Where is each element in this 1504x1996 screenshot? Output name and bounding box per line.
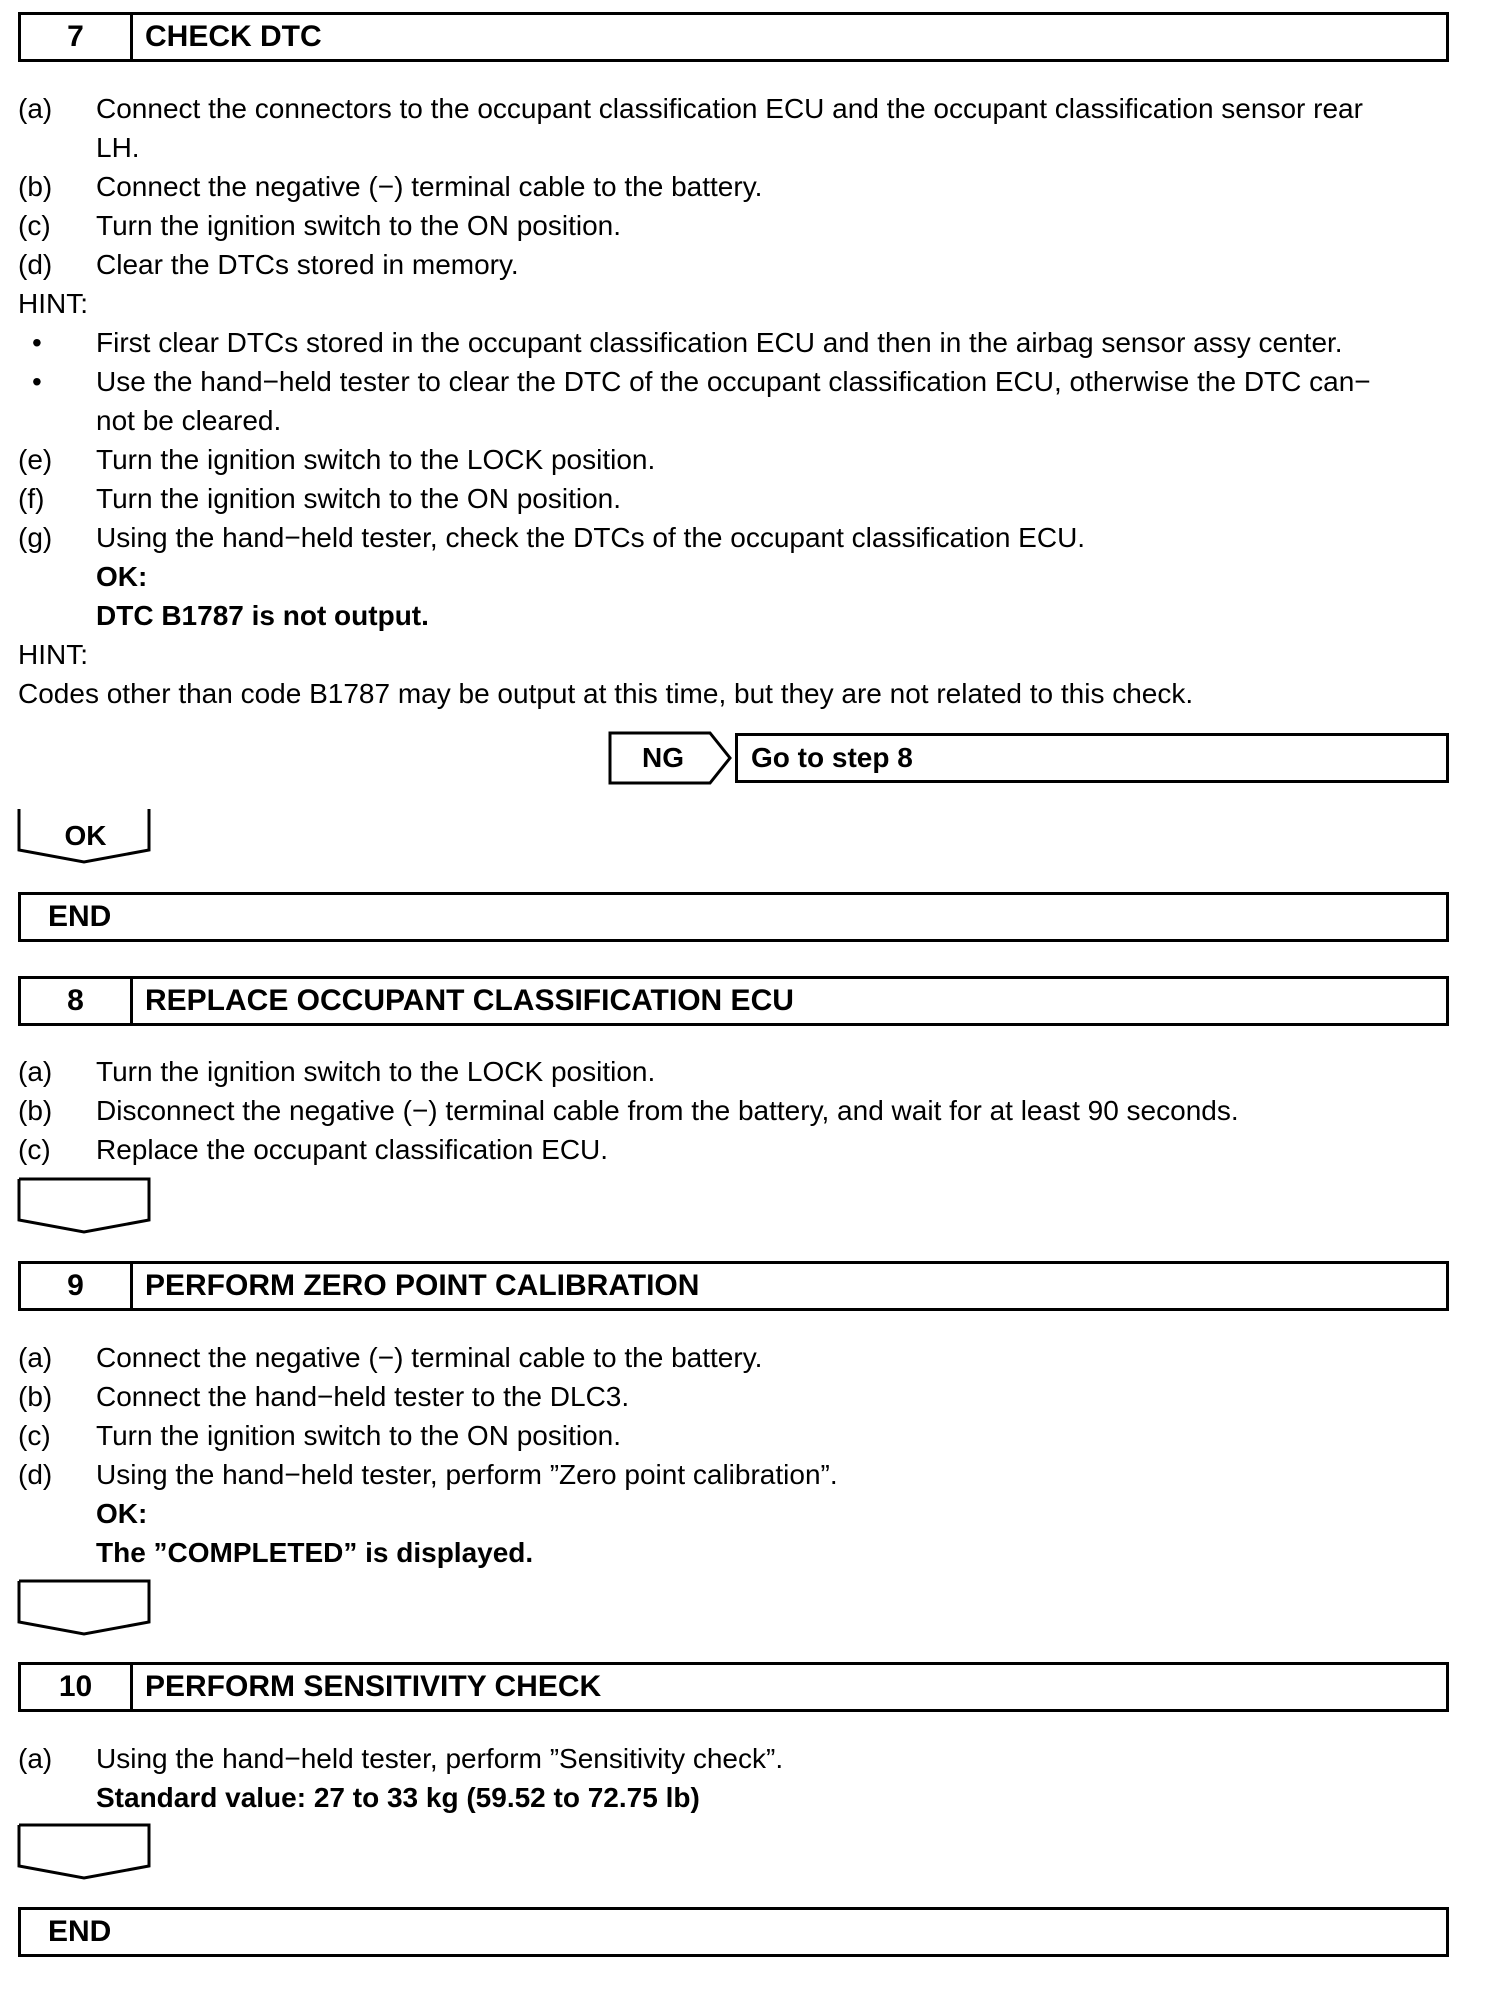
item-text: Using the hand−held tester, check the DTCs of the occupant classification ECU.	[96, 522, 1086, 553]
ng-label: NG	[642, 742, 684, 773]
bullet-icon: •	[32, 366, 42, 397]
down-arrow-icon	[16, 1176, 156, 1236]
item-label: (d)	[18, 1459, 53, 1490]
step-title: PERFORM ZERO POINT CALIBRATION	[145, 1269, 700, 1302]
item-text: Replace the occupant classification ECU.	[96, 1134, 609, 1165]
item-text: Connect the connectors to the occupant classification ECU and the occupant classification sensor rear	[96, 93, 1363, 124]
standard-value: Standard value: 27 to 33 kg (59.52 to 72.75 lb)	[96, 1782, 700, 1813]
item-text: LH.	[96, 132, 140, 163]
ok-label: OK:	[96, 1498, 148, 1529]
ok-arrow-label: OK	[64, 820, 107, 851]
item-text: Connect the negative (−) terminal cable to the battery.	[96, 171, 763, 202]
hint-label: HINT:	[18, 288, 88, 319]
item-text: Turn the ignition switch to the LOCK position.	[96, 1056, 656, 1087]
down-arrow-icon	[16, 1822, 156, 1882]
item-text: Turn the ignition switch to the ON position.	[96, 1420, 621, 1451]
step-8-header	[18, 976, 1449, 1026]
step-number: 9	[21, 1264, 133, 1308]
step-title: REPLACE OCCUPANT CLASSIFICATION ECU	[145, 984, 794, 1017]
item-text: Turn the ignition switch to the LOCK position.	[96, 444, 656, 475]
item-text: Connect the negative (−) terminal cable to the battery.	[96, 1342, 763, 1373]
item-text: Disconnect the negative (−) terminal cable from the battery, and wait for at least 90 seconds.	[96, 1095, 1239, 1126]
ok-value: DTC B1787 is not output.	[96, 600, 429, 631]
step-title: CHECK DTC	[145, 20, 322, 53]
item-label: (d)	[18, 249, 53, 280]
step-number: 8	[21, 979, 133, 1023]
step-title: PERFORM SENSITIVITY CHECK	[145, 1670, 602, 1703]
end-box: END	[18, 1907, 1449, 1957]
item-label: (b)	[18, 171, 53, 202]
item-label: (c)	[18, 210, 51, 241]
step-7-header	[18, 12, 1449, 62]
item-text: Clear the DTCs stored in memory.	[96, 249, 519, 280]
item-label: (b)	[18, 1095, 53, 1126]
hint-text: Codes other than code B1787 may be output at this time, but they are not related to this check.	[18, 678, 1194, 709]
ok-label: OK:	[96, 561, 148, 592]
item-label: (c)	[18, 1420, 51, 1451]
item-label: (b)	[18, 1381, 53, 1412]
bullet-text: not be cleared.	[96, 405, 282, 436]
item-label: (a)	[18, 1743, 53, 1774]
item-label: (c)	[18, 1134, 51, 1165]
bullet-text: First clear DTCs stored in the occupant classification ECU and then in the airbag sensor assy center.	[96, 327, 1343, 358]
step-number: 7	[21, 15, 133, 59]
item-text: Turn the ignition switch to the ON position.	[96, 483, 621, 514]
item-label: (a)	[18, 1342, 53, 1373]
item-label: (g)	[18, 522, 53, 553]
item-text: Turn the ignition switch to the ON position.	[96, 210, 621, 241]
item-text: Connect the hand−held tester to the DLC3.	[96, 1381, 630, 1412]
hint-label: HINT:	[18, 639, 88, 670]
item-label: (a)	[18, 93, 53, 124]
down-arrow-icon	[16, 1578, 156, 1638]
end-box: END	[18, 892, 1449, 942]
go-to-step-8[interactable]: Go to step 8	[735, 733, 1449, 783]
item-text: Using the hand−held tester, perform ”Zero point calibration”.	[96, 1459, 838, 1490]
item-text: Using the hand−held tester, perform ”Sensitivity check”.	[96, 1743, 784, 1774]
step-9-header	[18, 1261, 1449, 1311]
bullet-icon: •	[32, 327, 42, 358]
item-label: (a)	[18, 1056, 53, 1087]
bullet-text: Use the hand−held tester to clear the DTC of the occupant classification ECU, otherwise the DTC can−	[96, 366, 1371, 397]
step-number: 10	[21, 1665, 133, 1709]
item-label: (e)	[18, 444, 53, 475]
step-10-header	[18, 1662, 1449, 1712]
ok-value: The ”COMPLETED” is displayed.	[96, 1537, 534, 1568]
item-label: (f)	[18, 483, 45, 514]
